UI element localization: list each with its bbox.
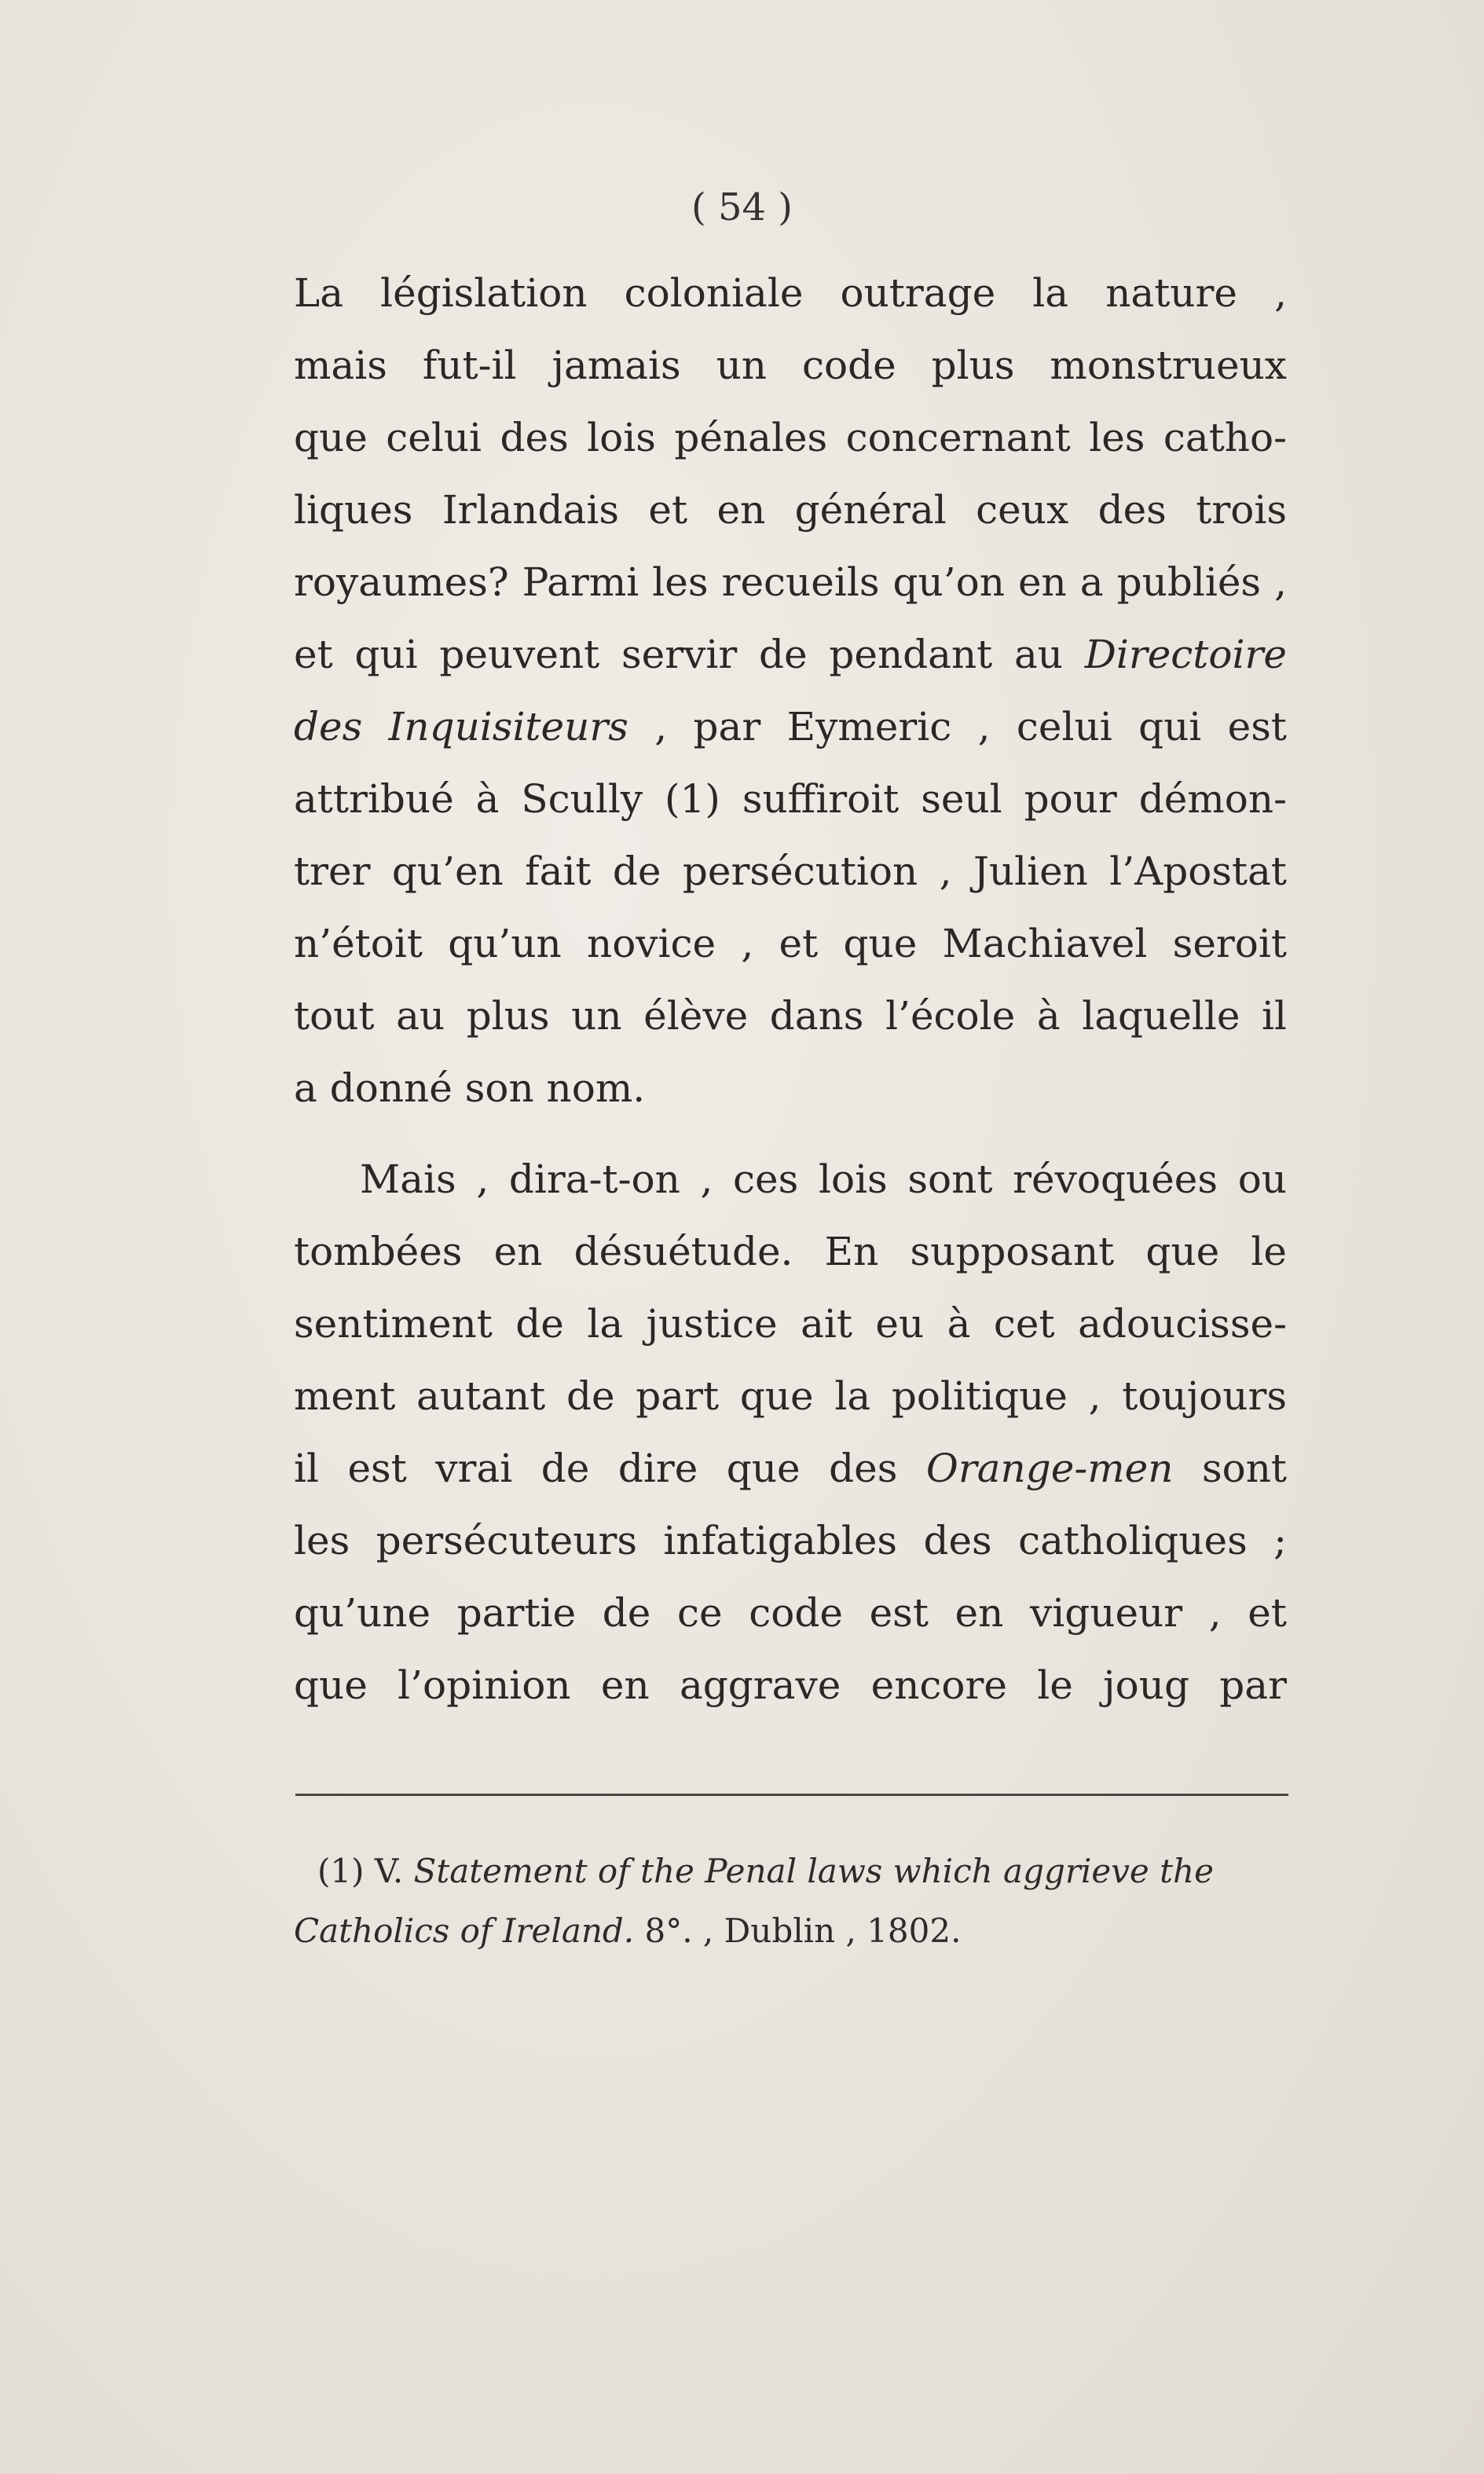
text-line <box>294 988 1287 1043</box>
text-line <box>294 410 1287 465</box>
text-span: Mais , dira-t-on , ces lois sont révoquées ou <box>360 1156 1287 1202</box>
text-line <box>294 772 1287 826</box>
text-span: , par Eymeric , celui qui est <box>628 704 1287 750</box>
text-span: sentiment de la justice ait eu à cet adoucisse- <box>294 1301 1287 1347</box>
text-span: ment autant de part que la politique , toujours <box>294 1373 1287 1419</box>
italic-text: Directoire <box>1084 632 1287 677</box>
page-number: ( 54 ) <box>691 185 793 229</box>
italic-text: Statement of the Penal laws which aggrieve the <box>413 1852 1214 1890</box>
text-line <box>294 1369 1287 1424</box>
text-line <box>360 1152 1287 1207</box>
text-line <box>294 1658 1287 1713</box>
text-line <box>294 1441 1287 1496</box>
text-span: sont <box>1173 1446 1287 1491</box>
text-line <box>294 699 1287 754</box>
italic-text: Orange-men <box>925 1446 1174 1491</box>
text-line <box>294 627 1287 682</box>
text-line <box>294 1585 1287 1640</box>
text-line <box>294 482 1287 537</box>
footnote-divider <box>295 1794 1288 1796</box>
text-line <box>294 916 1287 971</box>
italic-text: Catholics of Ireland. <box>294 1911 635 1950</box>
text-line <box>294 555 1287 610</box>
text-span: tombées en désuétude. En supposant que le <box>294 1229 1287 1274</box>
text-span: liques Irlandais et en général ceux des trois <box>294 487 1287 533</box>
text-span: a donné son nom. <box>294 1065 646 1111</box>
text-span: La législation coloniale outrage la nature , <box>294 270 1287 316</box>
text-span: n’étoit qu’un novice , et que Machiavel seroit <box>294 921 1287 966</box>
text-line <box>294 1513 1287 1568</box>
text-line <box>294 1296 1287 1351</box>
text-span: attribué à Scully (1) suffiroit seul pour démon- <box>294 776 1287 822</box>
text-span: trer qu’en fait de persécution , Julien l’Apostat <box>294 848 1287 894</box>
text-span: qu’une partie de ce code est en vigueur , et <box>294 1590 1287 1636</box>
text-span: que l’opinion en aggrave encore le joug par <box>294 1662 1287 1708</box>
text-span: que celui des lois pénales concernant les catho- <box>294 415 1287 460</box>
text-span: (1) V. <box>317 1852 414 1890</box>
text-line <box>294 266 1287 321</box>
text-span: 8°. , Dublin , 1802. <box>634 1911 962 1950</box>
text-span: tout au plus un élève dans l’école à laquelle il <box>294 993 1287 1039</box>
text-line <box>294 338 1287 393</box>
text-span: il est vrai de dire que des <box>294 1446 926 1491</box>
italic-text: des Inquisiteurs <box>294 704 628 750</box>
text-line <box>294 1224 1287 1279</box>
text-span: mais fut-il jamais un code plus monstrueux <box>294 343 1287 388</box>
footnote-line <box>294 1908 961 1955</box>
footnote-line <box>317 1848 1214 1895</box>
text-line <box>294 1061 1287 1116</box>
text-span: les persécuteurs infatigables des catholiques ; <box>294 1518 1287 1563</box>
text-line <box>294 844 1287 899</box>
text-span: et qui peuvent servir de pendant au <box>294 632 1085 677</box>
text-span: royaumes? Parmi les recueils qu’on en a publiés , <box>294 559 1287 605</box>
